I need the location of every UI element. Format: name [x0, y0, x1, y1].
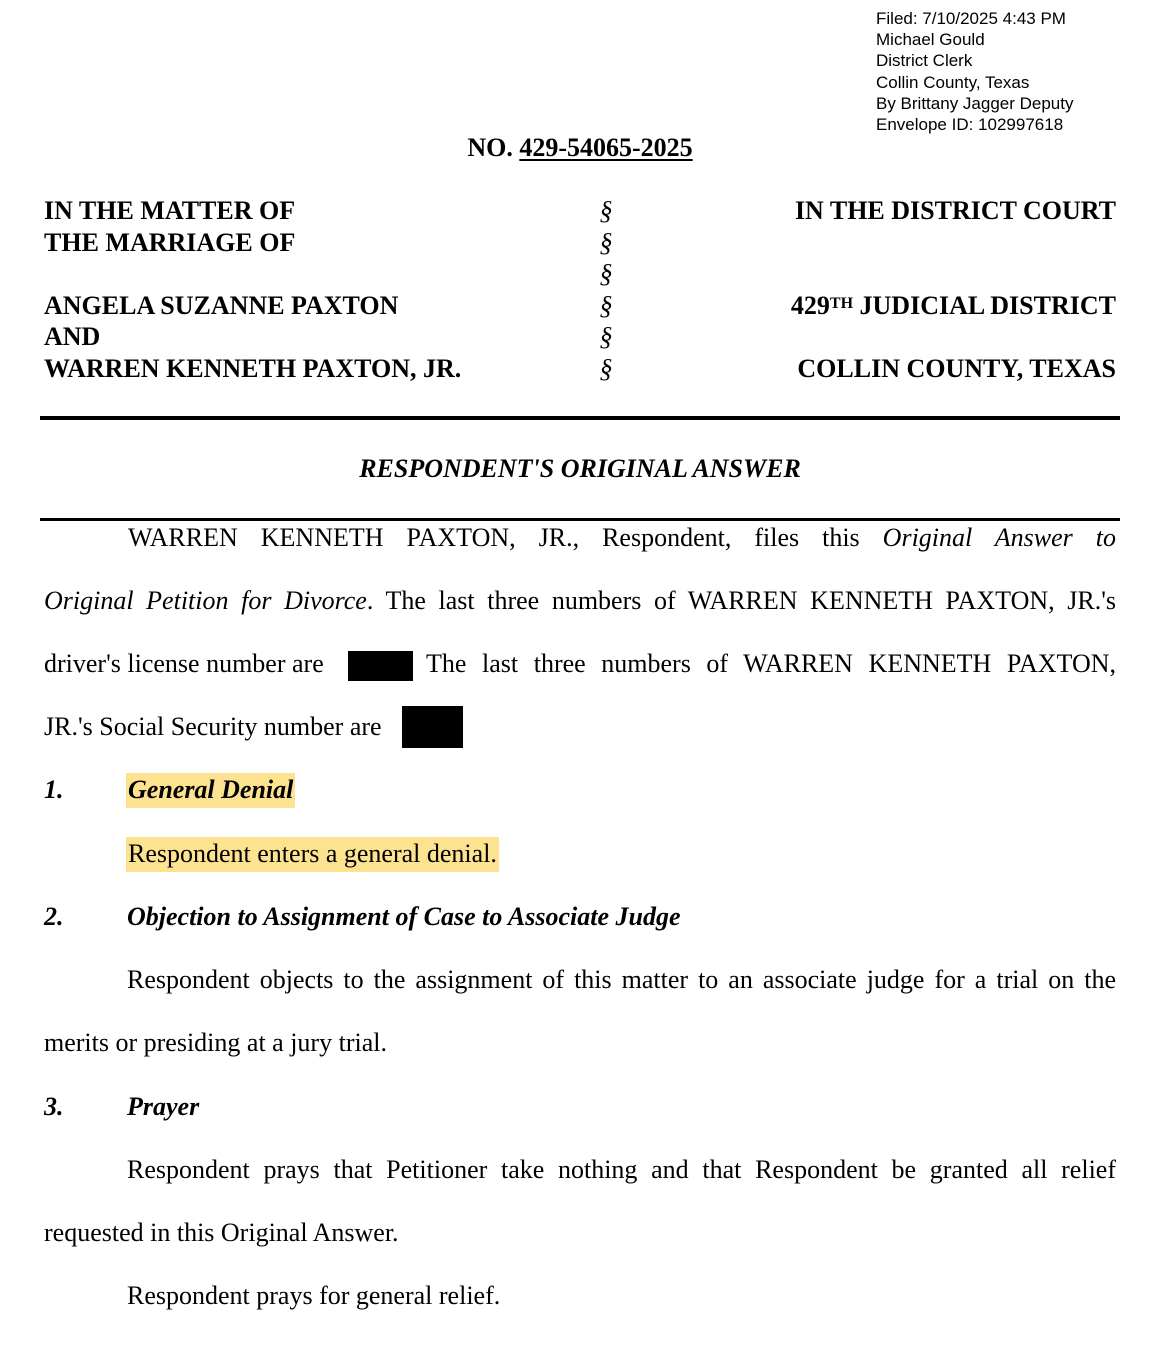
section-3-line-3: Respondent prays for general relief. — [127, 1281, 501, 1310]
district-label: JUDICIAL DISTRICT — [853, 291, 1116, 320]
caption-line: ANGELA SUZANNE PAXTON — [44, 290, 399, 320]
case-number — [0, 133, 1153, 163]
section-symbol: § — [599, 196, 613, 225]
section-symbol: § — [599, 290, 613, 320]
envelope-id: Envelope ID: 102997618 — [876, 115, 1064, 135]
caption-line: THE MARRIAGE OF — [44, 227, 296, 257]
section-2-number: 2. — [44, 902, 64, 931]
clerk-name: Michael Gould — [876, 30, 985, 50]
section-3-line-2: requested in this Original Answer. — [44, 1218, 399, 1247]
intro-text: . The last three numbers of WARREN KENNETH PAXTON, JR.'s — [366, 586, 1116, 615]
caption-line: AND — [44, 322, 101, 352]
section-3-heading: Prayer — [127, 1092, 200, 1121]
section-symbol: § — [599, 227, 613, 257]
section-2-line-1: Respondent objects to the assignment of this matter to an associate judge for a trial on the — [127, 965, 1116, 994]
intro-line-3b — [426, 649, 1116, 679]
section-symbol: § — [599, 353, 613, 383]
intro-text: JR.'s Social Security number are — [44, 712, 382, 741]
highlighted-text: Respondent enters a general denial. — [126, 837, 499, 872]
title-divider — [40, 518, 1120, 521]
intro-italic-text: Original Petition for Divorce — [44, 586, 367, 615]
intro-line-4 — [44, 712, 382, 742]
section-3-number: 3. — [44, 1092, 64, 1121]
filed-date: Filed: 7/10/2025 4:43 PM — [876, 9, 1066, 28]
intro-line-3 — [44, 649, 324, 679]
intro-text: The last three numbers of WARREN KENNETH PAXTON, — [426, 649, 1116, 678]
clerk-county: Collin County, Texas — [876, 72, 1030, 92]
section-2-heading: Objection to Assignment of Case to Associate Judge — [127, 902, 681, 931]
section-symbol: § — [599, 322, 613, 352]
intro-line-1 — [128, 523, 1116, 553]
highlighted-heading: General Denial — [126, 773, 295, 808]
caption-line: IN THE MATTER OF — [44, 196, 296, 225]
deputy-name: By Brittany Jagger Deputy — [876, 93, 1074, 113]
case-number-value: 429-54065-2025 — [519, 133, 693, 162]
clerk-title: District Clerk — [876, 51, 973, 71]
district-number: 429 — [790, 291, 830, 320]
caption-line — [44, 258, 461, 290]
redacted-ssn — [402, 706, 463, 748]
document-title: RESPONDENT'S ORIGINAL ANSWER — [359, 454, 801, 483]
district-superscript: TH — [829, 295, 854, 312]
caption-court: IN THE DISTRICT COURT — [794, 196, 1116, 225]
intro-italic-text: Original Answer to — [882, 523, 1116, 552]
section-symbol: § — [599, 259, 613, 289]
caption-section-symbols — [596, 195, 616, 385]
section-1-heading — [126, 775, 295, 805]
intro-text: driver's license number are — [44, 649, 324, 678]
caption-district — [791, 290, 1116, 322]
section-1-number: 1. — [44, 775, 64, 804]
intro-line-2 — [44, 586, 1116, 616]
filing-stamp — [876, 8, 1073, 135]
caption-county: COLLIN COUNTY, TEXAS — [797, 354, 1116, 383]
caption-line: WARREN KENNETH PAXTON, JR. — [44, 353, 462, 383]
caption-divider — [40, 416, 1120, 420]
redacted-drivers-license — [348, 651, 413, 681]
section-1-text — [126, 839, 499, 869]
intro-text: WARREN KENNETH PAXTON, JR., Respondent, files this — [128, 523, 883, 552]
section-3-line-1: Respondent prays that Petitioner take nothing and that Respondent be granted all relief — [127, 1155, 1116, 1184]
section-2-line-2: merits or presiding at a jury trial. — [44, 1028, 387, 1057]
case-number-prefix: NO. — [467, 133, 513, 162]
caption-parties — [44, 195, 461, 385]
